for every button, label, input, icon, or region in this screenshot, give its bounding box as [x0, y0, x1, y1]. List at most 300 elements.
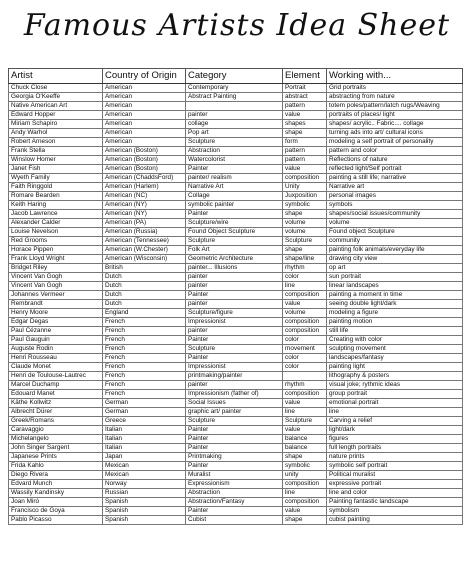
category-cell: Sculpture [186, 417, 283, 426]
artist-cell: Edward Hopper [9, 111, 103, 120]
element-cell: symbolic [283, 201, 327, 210]
country-cell: Italian [103, 435, 186, 444]
working-with-cell: landscapes/fantasy [327, 354, 463, 363]
working-with-cell: cubist painting [327, 516, 463, 525]
country-cell: American (NC) [103, 192, 186, 201]
table-row [9, 228, 463, 237]
artist-cell: Keith Haring [9, 201, 103, 210]
working-with-cell: painting a still life; narrative [327, 174, 463, 183]
artist-cell: Bridget Riley [9, 264, 103, 273]
category-cell: Painter [186, 336, 283, 345]
category-cell: Sculpture/wire [186, 219, 283, 228]
table-row [9, 453, 463, 462]
working-with-cell: portraits of places/ light [327, 111, 463, 120]
country-cell: Dutch [103, 273, 186, 282]
category-cell: Sculpture/figure [186, 309, 283, 318]
category-cell: painter [186, 111, 283, 120]
working-with-cell: op art [327, 264, 463, 273]
element-cell: movement [283, 345, 327, 354]
country-cell: Italian [103, 444, 186, 453]
working-with-cell: line [327, 408, 463, 417]
artist-cell: Georgia O'Keeffe [9, 93, 103, 102]
country-cell: Dutch [103, 282, 186, 291]
country-cell: American [103, 111, 186, 120]
working-with-cell: nature prints [327, 453, 463, 462]
element-cell: line [283, 489, 327, 498]
column-header-country: Country of Origin [103, 69, 186, 84]
element-cell: abstract [283, 93, 327, 102]
artist-cell: Diego Rivera [9, 471, 103, 480]
country-cell: American (NY) [103, 210, 186, 219]
category-cell: Contemporary [186, 84, 283, 93]
table-row [9, 516, 463, 525]
working-with-cell: pattern and color [327, 147, 463, 156]
working-with-cell: visual joke; rythmic ideas [327, 381, 463, 390]
element-cell: shapes [283, 120, 327, 129]
country-cell: Dutch [103, 300, 186, 309]
artist-cell: Paul Cézanne [9, 327, 103, 336]
category-cell: Painter [186, 210, 283, 219]
table-row [9, 435, 463, 444]
element-cell: composition [283, 327, 327, 336]
working-with-cell: figures [327, 435, 463, 444]
element-cell: composition [283, 480, 327, 489]
working-with-cell: symbolic self portrait [327, 462, 463, 471]
category-cell: painter [186, 381, 283, 390]
country-cell: American (Harlem) [103, 183, 186, 192]
table-row [9, 111, 463, 120]
artist-cell: Caravaggio [9, 426, 103, 435]
artist-cell: Romare Bearden [9, 192, 103, 201]
category-cell: Collage [186, 192, 283, 201]
table-row [9, 282, 463, 291]
artist-cell: Johannes Vermeer [9, 291, 103, 300]
working-with-cell: turning ads into art/ cultural icons [327, 129, 463, 138]
working-with-cell: volume [327, 219, 463, 228]
artist-cell: Henry Moore [9, 309, 103, 318]
table-row [9, 462, 463, 471]
country-cell: American [103, 84, 186, 93]
artist-cell: Robert Arneson [9, 138, 103, 147]
artist-cell: Claude Monet [9, 363, 103, 372]
category-cell: Impressionism (father of) [186, 390, 283, 399]
element-cell: Sculpture [283, 237, 327, 246]
working-with-cell: line and color [327, 489, 463, 498]
working-with-cell: modeling a self portrait of personality [327, 138, 463, 147]
element-cell: composition [283, 390, 327, 399]
category-cell: painter [186, 300, 283, 309]
country-cell: French [103, 381, 186, 390]
element-cell: rhythm [283, 381, 327, 390]
table-row [9, 156, 463, 165]
artist-cell: John Singer Sargent [9, 444, 103, 453]
category-cell: Abstraction [186, 147, 283, 156]
working-with-cell: still life [327, 327, 463, 336]
artist-cell: Faith Ringgold [9, 183, 103, 192]
artist-cell: Wassily Kandinsky [9, 489, 103, 498]
working-with-cell: expressive portrait [327, 480, 463, 489]
category-cell: symbolic painter [186, 201, 283, 210]
category-cell: Narrative Art [186, 183, 283, 192]
country-cell: Spanish [103, 507, 186, 516]
artist-cell: Albrecht Dürer [9, 408, 103, 417]
category-cell: Painter [186, 462, 283, 471]
country-cell: German [103, 408, 186, 417]
table-row [9, 264, 463, 273]
category-cell: Geometric Architecture [186, 255, 283, 264]
working-with-cell: Creating with color [327, 336, 463, 345]
element-cell: shape [283, 246, 327, 255]
artist-cell: Chuck Close [9, 84, 103, 93]
element-cell: color [283, 363, 327, 372]
artist-cell: Frida Kahlo [9, 462, 103, 471]
category-cell: collage [186, 120, 283, 129]
table-row [9, 408, 463, 417]
working-with-cell: Found object Sculpture [327, 228, 463, 237]
column-header-category: Category [186, 69, 283, 84]
category-cell: Painter [186, 435, 283, 444]
artist-cell: Vincent Van Gogh [9, 273, 103, 282]
country-cell: Russian [103, 489, 186, 498]
country-cell: Mexican [103, 462, 186, 471]
artist-cell: Francisco de Goya [9, 507, 103, 516]
country-cell: French [103, 345, 186, 354]
table-row [9, 273, 463, 282]
column-header-element: Element [283, 69, 327, 84]
category-cell: Impressionist [186, 363, 283, 372]
element-cell: balance [283, 435, 327, 444]
country-cell: Italian [103, 426, 186, 435]
element-cell: Unity [283, 183, 327, 192]
working-with-cell: Grid portraits [327, 84, 463, 93]
artist-cell: Rembrandt [9, 300, 103, 309]
element-cell: value [283, 426, 327, 435]
working-with-cell: modeling a figure [327, 309, 463, 318]
table-row [9, 417, 463, 426]
category-cell: Abstraction [186, 489, 283, 498]
table-row [9, 174, 463, 183]
country-cell: French [103, 390, 186, 399]
artist-cell: Joan Miró [9, 498, 103, 507]
artist-cell: Edgar Degas [9, 318, 103, 327]
country-cell: American (PA) [103, 219, 186, 228]
element-cell: value [283, 165, 327, 174]
element-cell: line [283, 282, 327, 291]
category-cell: Painter [186, 165, 283, 174]
element-cell: color [283, 336, 327, 345]
country-cell: French [103, 327, 186, 336]
working-with-cell: totem poles/pattern/latch rugs/Weaving [327, 102, 463, 111]
artist-cell: Jacob Lawrence [9, 210, 103, 219]
element-cell: value [283, 111, 327, 120]
table-row [9, 363, 463, 372]
category-cell: Painter [186, 354, 283, 363]
working-with-cell: painting light [327, 363, 463, 372]
working-with-cell: reflected light/Self portrait [327, 165, 463, 174]
country-cell: American (Tennessee) [103, 237, 186, 246]
table-header-row [9, 69, 463, 84]
element-cell [283, 372, 327, 381]
country-cell: American (ChaddsFord) [103, 174, 186, 183]
artist-cell: Henri Rousseau [9, 354, 103, 363]
category-cell: Abstract Painting [186, 93, 283, 102]
element-cell: line [283, 408, 327, 417]
working-with-cell: Painting fantastic landscape [327, 498, 463, 507]
element-cell: rhythm [283, 264, 327, 273]
element-cell: value [283, 300, 327, 309]
category-cell: Watercolorist [186, 156, 283, 165]
element-cell: shape [283, 453, 327, 462]
country-cell: Norway [103, 480, 186, 489]
element-cell: unity [283, 471, 327, 480]
country-cell: American (Wisconsin) [103, 255, 186, 264]
working-with-cell: abstracting from nature [327, 93, 463, 102]
category-cell: Painter [186, 444, 283, 453]
category-cell: Sculpture [186, 138, 283, 147]
artist-cell: Red Grooms [9, 237, 103, 246]
working-with-cell: community [327, 237, 463, 246]
category-cell: Cubist [186, 516, 283, 525]
working-with-cell: shapes/ acrylic.. Fabric.... collage [327, 120, 463, 129]
element-cell: value [283, 507, 327, 516]
category-cell: Abstraction/Fantasy [186, 498, 283, 507]
working-with-cell: full length portraits [327, 444, 463, 453]
category-cell: Painter [186, 507, 283, 516]
working-with-cell: Narrative art [327, 183, 463, 192]
country-cell: Spanish [103, 516, 186, 525]
table-row [9, 138, 463, 147]
table-row [9, 183, 463, 192]
working-with-cell: drawing city view [327, 255, 463, 264]
country-cell: Mexican [103, 471, 186, 480]
table-row [9, 129, 463, 138]
artist-cell: Edvard Munch [9, 480, 103, 489]
table-row [9, 219, 463, 228]
category-cell: Folk Art [186, 246, 283, 255]
artists-table [8, 68, 463, 525]
working-with-cell: light/dark [327, 426, 463, 435]
category-cell: Printmaking [186, 453, 283, 462]
country-cell: American (Russia) [103, 228, 186, 237]
artist-cell: Janet Fish [9, 165, 103, 174]
element-cell: pattern [283, 156, 327, 165]
table-row [9, 147, 463, 156]
country-cell: French [103, 354, 186, 363]
artist-cell: Andy Warhol [9, 129, 103, 138]
table-row [9, 120, 463, 129]
artist-cell: Frank Lloyd Wright [9, 255, 103, 264]
table-row [9, 507, 463, 516]
category-cell: Painter [186, 291, 283, 300]
table-row [9, 192, 463, 201]
table-row [9, 210, 463, 219]
working-with-cell: sculpting movement [327, 345, 463, 354]
country-cell: American [103, 120, 186, 129]
category-cell: painter [186, 327, 283, 336]
country-cell: American [103, 129, 186, 138]
element-cell: value [283, 399, 327, 408]
table-row [9, 255, 463, 264]
country-cell: Spanish [103, 498, 186, 507]
table-row [9, 237, 463, 246]
country-cell: American (Boston) [103, 165, 186, 174]
country-cell: French [103, 336, 186, 345]
country-cell: American [103, 93, 186, 102]
table-row [9, 354, 463, 363]
artist-cell: Michelangelo [9, 435, 103, 444]
artist-cell: Horace Pippen [9, 246, 103, 255]
table-row [9, 201, 463, 210]
element-cell: composition [283, 318, 327, 327]
element-cell: symbolic [283, 462, 327, 471]
element-cell: Juxposition [283, 192, 327, 201]
country-cell: England [103, 309, 186, 318]
artist-cell: Henri de Toulouse-Lautrec [9, 372, 103, 381]
artist-cell: Winslow Homer [9, 156, 103, 165]
working-with-cell: symbolism [327, 507, 463, 516]
element-cell: volume [283, 219, 327, 228]
element-cell: color [283, 354, 327, 363]
country-cell: American (NY) [103, 201, 186, 210]
artist-cell: Paul Gauguin [9, 336, 103, 345]
category-cell: Social Issues [186, 399, 283, 408]
country-cell: American [103, 102, 186, 111]
country-cell: American (Boston) [103, 147, 186, 156]
category-cell: Impressionist [186, 318, 283, 327]
table-row [9, 84, 463, 93]
element-cell: shape [283, 210, 327, 219]
artist-cell: Auguste Rodin [9, 345, 103, 354]
column-header-artist: Artist [9, 69, 103, 84]
element-cell: balance [283, 444, 327, 453]
table-body [9, 84, 463, 525]
country-cell: Dutch [103, 291, 186, 300]
working-with-cell: lithography & posters [327, 372, 463, 381]
category-cell: Pop art [186, 129, 283, 138]
category-cell: Expressionism [186, 480, 283, 489]
artist-cell: Miriam Schapiro [9, 120, 103, 129]
element-cell: color [283, 273, 327, 282]
working-with-cell: linear landscapes [327, 282, 463, 291]
table-row [9, 246, 463, 255]
element-cell: composition [283, 498, 327, 507]
artist-cell: Pablo Picasso [9, 516, 103, 525]
working-with-cell: Reflections of nature [327, 156, 463, 165]
category-cell: printmaking/painter [186, 372, 283, 381]
category-cell: Muralist [186, 471, 283, 480]
table-row [9, 318, 463, 327]
category-cell: painter [186, 273, 283, 282]
element-cell: shape [283, 129, 327, 138]
category-cell: painter... Illusions [186, 264, 283, 273]
table-row [9, 93, 463, 102]
country-cell: American [103, 138, 186, 147]
country-cell: German [103, 399, 186, 408]
artist-cell: Vincent Van Gogh [9, 282, 103, 291]
country-cell: French [103, 372, 186, 381]
working-with-cell: Political muralist [327, 471, 463, 480]
category-cell: painter [186, 282, 283, 291]
artist-cell: Native American Art [9, 102, 103, 111]
working-with-cell: symbols [327, 201, 463, 210]
artist-cell: Japanese Prints [9, 453, 103, 462]
working-with-cell: painting motion [327, 318, 463, 327]
table-row [9, 345, 463, 354]
artist-cell: Alexander Calder [9, 219, 103, 228]
table-row [9, 390, 463, 399]
artist-cell: Marcel Duchamp [9, 381, 103, 390]
element-cell: Sculpture [283, 417, 327, 426]
page-title: Famous Artists Idea Sheet [23, 8, 451, 43]
country-cell: Japan [103, 453, 186, 462]
working-with-cell: painting folk animals/everyday life [327, 246, 463, 255]
element-cell: volume [283, 228, 327, 237]
country-cell: American (W.Chester) [103, 246, 186, 255]
working-with-cell: group portrait [327, 390, 463, 399]
artist-cell: Frank Stella [9, 147, 103, 156]
category-cell: painter/ realism [186, 174, 283, 183]
element-cell: composition [283, 291, 327, 300]
table-row [9, 444, 463, 453]
working-with-cell: emotional portrait [327, 399, 463, 408]
working-with-cell: painting a moment in time [327, 291, 463, 300]
element-cell: form [283, 138, 327, 147]
table-row [9, 102, 463, 111]
table-row [9, 489, 463, 498]
element-cell: Portrait [283, 84, 327, 93]
category-cell: Found Object Sculpture [186, 228, 283, 237]
element-cell: volume [283, 309, 327, 318]
artist-cell: Greek/Romans [9, 417, 103, 426]
category-cell: Painter [186, 426, 283, 435]
table-row [9, 327, 463, 336]
country-cell: British [103, 264, 186, 273]
category-cell: Sculpture [186, 237, 283, 246]
country-cell: Greece [103, 417, 186, 426]
table-row [9, 372, 463, 381]
element-cell: shape [283, 516, 327, 525]
table-row [9, 480, 463, 489]
country-cell: French [103, 363, 186, 372]
working-with-cell: personal images [327, 192, 463, 201]
element-cell: pattern [283, 102, 327, 111]
table-row [9, 399, 463, 408]
working-with-cell: sun portrait [327, 273, 463, 282]
element-cell: composition [283, 174, 327, 183]
column-header-working-with: Working with... [327, 69, 463, 84]
artist-cell: Käthe Kollwitz [9, 399, 103, 408]
country-cell: American (Boston) [103, 156, 186, 165]
artist-cell: Edouard Manet [9, 390, 103, 399]
element-cell: pattern [283, 147, 327, 156]
artist-cell: Louise Nevelson [9, 228, 103, 237]
table-row [9, 336, 463, 345]
table-row [9, 300, 463, 309]
category-cell: Sculpture [186, 345, 283, 354]
working-with-cell: seeing double light/dark [327, 300, 463, 309]
table-row [9, 471, 463, 480]
element-cell: shape/line [283, 255, 327, 264]
artist-cell: Wyeth Family [9, 174, 103, 183]
table-row [9, 165, 463, 174]
table-row [9, 291, 463, 300]
table-row [9, 426, 463, 435]
category-cell: graphic art/ painter [186, 408, 283, 417]
table-row [9, 498, 463, 507]
table-row [9, 309, 463, 318]
category-cell [186, 102, 283, 111]
country-cell: French [103, 318, 186, 327]
